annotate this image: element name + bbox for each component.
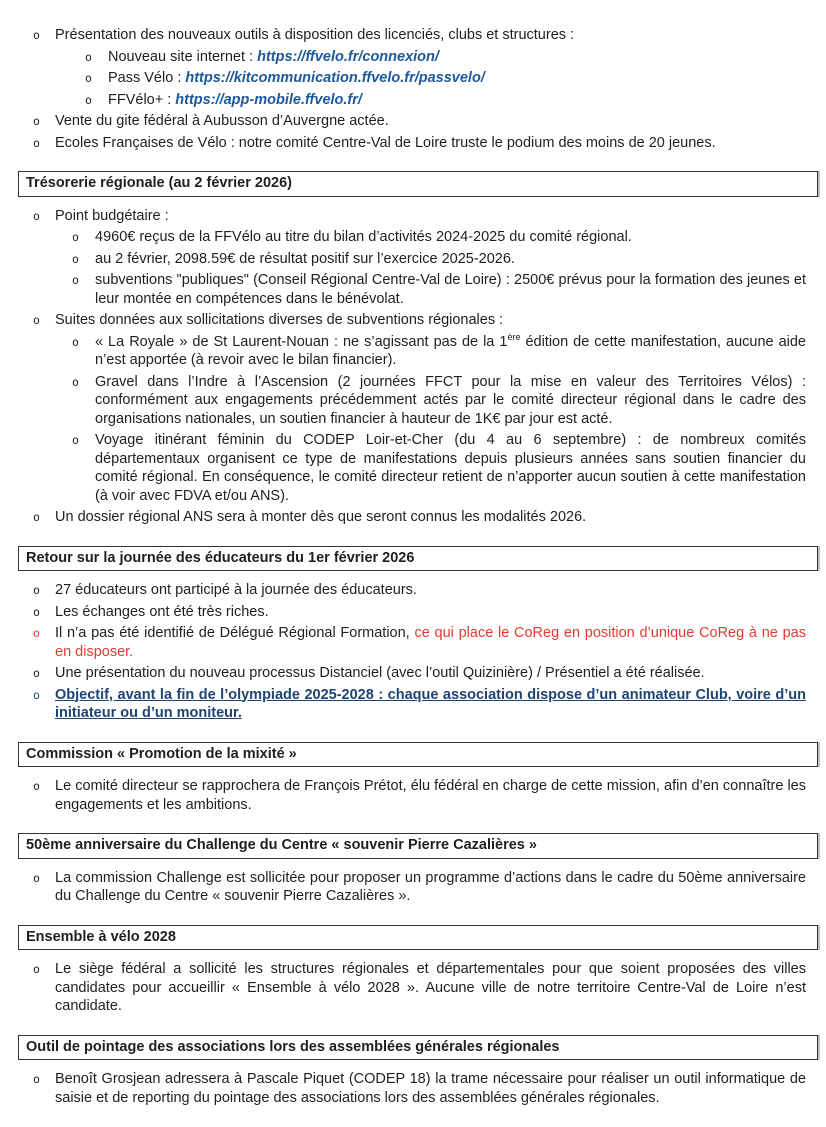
list-item-text: Benoît Grosjean adressera à Pascale Piquet (CODEP 18) la trame nécessaire pour réaliser un outil informatique de saisie et de reporting du pointage des associations lors des assemblées générales régionales. [55, 1071, 806, 1106]
bullet-icon: o [72, 251, 79, 266]
bullet-icon: o [33, 870, 40, 885]
objective-text: Objectif, avant la fin de l’olympiade 2025-2028 : chaque association dispose d’un animateur Club, voire d’un initiateur ou d’un moniteur. [55, 686, 806, 721]
list-item-text: Une présentation du nouveau processus Distanciel (avec l’outil Quizinière) / Présentiel a été réalisée. [55, 665, 705, 681]
list-item-text: Point budgétaire : [55, 207, 169, 224]
alert-text: ce qui place le CoReg en position d’unique CoReg à ne pas en disposer. [55, 625, 806, 660]
link-ffvelo-connexion[interactable]: https://ffvelo.fr/connexion/ [257, 48, 439, 65]
list-item-point-budgetaire [20, 207, 806, 226]
section-header-tresorerie [18, 171, 818, 197]
list-item-site-internet [20, 48, 806, 67]
list-item-text: 27 éducateurs ont participé à la journée des éducateurs. [55, 582, 417, 598]
list-item-text: Ecoles Françaises de Vélo : notre comité Centre-Val de Loire truste le podium des moins de 20 jeunes. [55, 134, 716, 151]
section-title: Ensemble à vélo 2028 [26, 928, 176, 945]
section-header-challenge [18, 833, 818, 859]
list-item-text: La commission Challenge est sollicitée pour proposer un programme d’actions dans le cadre du 50ème anniversaire du Challenge du Centre « souvenir Pierre Cazalières ». [55, 869, 806, 904]
bullet-icon: o [33, 313, 40, 327]
list-item-pointage [20, 1070, 806, 1107]
bullet-icon: o [33, 604, 40, 619]
bullet-icon: o [72, 374, 79, 389]
list-item-text: 4960€ reçus de la FFVélo au titre du bilan d’activités 2024-2025 du comité régional. [95, 229, 632, 245]
link-label: FFVélo+ : [108, 91, 176, 108]
list-item-text: Le comité directeur se rapprochera de François Prétot, élu fédéral en charge de cette mission, afin d’en connaître les engagements et les ambitions. [55, 778, 806, 813]
list-item-delegue-formation [20, 624, 806, 661]
list-item-text: au 2 février, 2098.59€ de résultat positif sur l’exercice 2025-2026. [95, 250, 515, 267]
list-item-text: Vente du gite fédéral à Aubusson d’Auvergne actée. [55, 113, 389, 129]
list-item-objectif [20, 686, 806, 723]
bullet-icon: o [33, 114, 40, 128]
list-item-resultat [20, 250, 806, 269]
list-item-ecoles [20, 134, 806, 153]
bullet-icon: o [33, 510, 40, 524]
bullet-icon: o [72, 273, 79, 287]
list-item-processus [20, 664, 806, 683]
link-label: Nouveau site internet : [108, 48, 258, 65]
list-item-text: Voyage itinérant féminin du CODEP Loir-et-Cher (du 4 au 6 septembre) : de nombreux comités départementaux organisent ce type de manifestations depuis plusieurs années sans soutien financier du comité régional. En conséquence, le comité directeur retient de n’apporter aucun soutien à cette manifestation (à voir avec FDVA et/ou ANS). [95, 432, 806, 504]
list-item-ensemble [20, 960, 806, 1016]
list-item-voyage [20, 431, 806, 505]
list-item-mixite [20, 777, 806, 814]
list-item-text: Suites données aux sollicitations diverses de subventions régionales : [55, 312, 504, 328]
bullet-icon: o [85, 71, 92, 85]
list-item-text: Il n’a pas été identifié de Délégué Régional Formation, ce qui place le CoReg en position d’unique CoReg à ne pas en disposer. [55, 625, 806, 660]
bullet-icon: o [33, 1072, 40, 1086]
bullet-icon: o [33, 962, 40, 976]
section-title: Commission « Promotion de la mixité » [26, 745, 297, 762]
link-pass-velo[interactable]: https://kitcommunication.ffvelo.fr/passvelo/ [185, 70, 485, 86]
list-item-text: « La Royale » de St Laurent-Nouan : ne s’agissant pas de la 1ère édition de cette manifestation, aucune aide n’est apportée (à revoir avec le bilan financier). [95, 331, 806, 368]
section-header-mixite [18, 742, 818, 768]
list-item-participation [20, 581, 806, 600]
list-item-gravel [20, 373, 806, 429]
bullet-icon: o [33, 135, 40, 150]
section-header-educateurs [18, 546, 818, 572]
list-item-pass-velo [20, 69, 806, 88]
bullet-icon: o [33, 687, 40, 702]
bullet-icon: o [33, 626, 40, 640]
list-item-outils [20, 26, 806, 45]
link-label: Pass Vélo : [108, 70, 186, 86]
list-item-suites [20, 311, 806, 330]
bullet-icon: o [72, 334, 79, 349]
section-header-ensemble [18, 925, 818, 951]
list-item-challenge [20, 869, 806, 906]
list-item-text [108, 69, 806, 88]
bullet-icon: o [33, 779, 40, 793]
list-item-text: Les échanges ont été très riches. [55, 603, 269, 620]
bullet-icon: o [72, 230, 79, 244]
section-header-pointage [18, 1035, 818, 1061]
list-item-royale [20, 333, 806, 370]
section-title: Outil de pointage des associations lors des assemblées générales régionales [26, 1038, 560, 1055]
bullet-icon: o [85, 92, 92, 107]
list-item-text: subventions "publiques" (Conseil Régional Centre-Val de Loire) : 2500€ prévus pour la formation des jeunes et leur montée en compétences dans le bénévolat. [95, 272, 806, 307]
list-item-gite [20, 112, 806, 131]
list-item-text [108, 48, 806, 67]
bullet-icon: o [33, 208, 40, 223]
list-item-text: Présentation des nouveaux outils à disposition des licenciés, clubs et structures : [55, 27, 575, 43]
section-title: Trésorerie régionale (au 2 février 2026) [26, 175, 292, 191]
list-item-ffvelo-plus [20, 91, 806, 110]
bullet-icon: o [33, 666, 40, 680]
link-app-mobile[interactable]: https://app-mobile.ffvelo.fr/ [175, 91, 362, 108]
list-item-text: Un dossier régional ANS sera à monter dès que seront connus les modalités 2026. [55, 509, 587, 525]
bullet-icon: o [33, 28, 40, 42]
bullet-icon: o [72, 433, 79, 447]
list-item-text: Le siège fédéral a sollicité les structures régionales et départementales pour que soient proposées des villes candidates pour accueillir « Ensemble à vélo 2028 ». Aucune ville de notre territoire Centre-Val de Loire n’est candidate. [55, 961, 806, 1014]
list-item-text: Gravel dans l’Indre à l’Ascension (2 journées FFCT pour la mise en valeur des Territoires Vélos) : conformément aux engagements précédemment actés par le comité directeur régional dans le cadre des organisations nationales, un soutien financier à hauteur de 1K€ par jour est acté. [95, 373, 806, 427]
bullet-icon: o [33, 583, 40, 597]
list-item-dossier-ans [20, 508, 806, 527]
list-item-recus [20, 228, 806, 247]
section-title: Retour sur la journée des éducateurs du 1er février 2026 [26, 549, 415, 566]
list-item-text [108, 91, 806, 110]
superscript-ordinal: ère [507, 331, 521, 342]
section-title: 50ème anniversaire du Challenge du Centre « souvenir Pierre Cazalières » [26, 837, 537, 853]
list-item-subventions [20, 271, 806, 308]
list-item-echanges [20, 603, 806, 622]
bullet-icon: o [85, 49, 92, 64]
